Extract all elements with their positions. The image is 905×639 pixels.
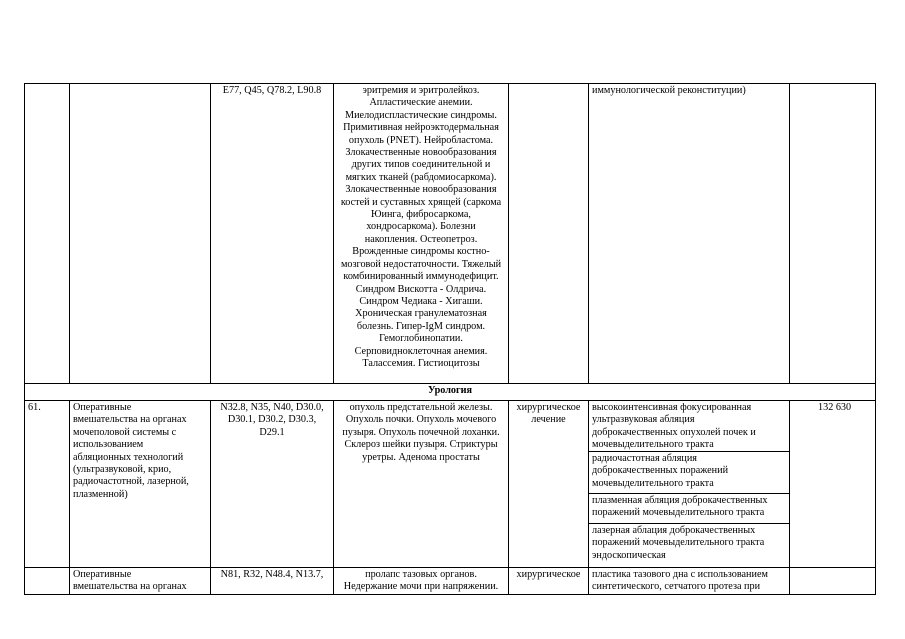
cost-norm-cell xyxy=(790,84,876,384)
table-row xyxy=(25,84,876,384)
cost-norm-cell: 132 630 xyxy=(790,401,876,568)
icd-codes-cell: N32.8, N35, N40, D30.0, D30.1, D30.2, D30.3, D29.1 xyxy=(211,401,334,568)
section-title: Урология xyxy=(25,384,876,401)
treatment-methods-cell xyxy=(589,401,790,568)
row-number-cell xyxy=(25,568,70,595)
table-row xyxy=(25,401,876,568)
intervention-name-cell: Оперативные вмешательства на органах мочеполовой системы с использованием абляционных технологий (ультразвуковой, крио, радиочастотной, лазерной, плазменной) xyxy=(70,401,211,568)
intervention-name-cell: Оперативные вмешательства на органах xyxy=(70,568,211,595)
table-row xyxy=(25,568,876,595)
treatment-method-item: лазерная аблация доброкачественных поражений мочевыделительного тракта эндоскопическая xyxy=(592,525,765,561)
icd-codes-cell: E77, Q45, Q78.2, L90.8 xyxy=(211,84,334,384)
section-row xyxy=(25,384,876,401)
cost-norm-cell xyxy=(790,568,876,595)
treatment-type-cell: хирургическое xyxy=(509,568,589,595)
row-number-cell: 61. xyxy=(25,401,70,568)
treatment-method-item: высокоинтенсивная фокусированная ультразвуковая абляция доброкачественных опухолей почек и мочевыделительного тракта xyxy=(589,401,789,452)
icd-codes-cell: N81, R32, N48.4, N13.7, xyxy=(211,568,334,595)
treatment-method-cell: иммунологической реконституции) xyxy=(589,84,790,384)
treatment-type-cell xyxy=(509,84,589,384)
row-number-cell xyxy=(25,84,70,384)
intervention-name-cell xyxy=(70,84,211,384)
treatment-type-cell: хирургическое лечение xyxy=(509,401,589,568)
treatment-method-cell: пластика тазового дна с использованием синтетического, сетчатого протеза при xyxy=(589,568,790,595)
patient-model-cell: опухоль предстательной железы. Опухоль почки. Опухоль мочевого пузыря. Опухоль почечной лоханки. Склероз шейки пузыря. Стриктуры уретры. Аденома простаты xyxy=(334,401,509,568)
patient-model-cell: эритремия и эритролейкоз. Апластические анемии. Миелодиспластические синдромы. Примитивная нейроэктодермальная опухоль (PNET). Нейробластома. Злокачественные новообразования других типов соединительной и мягких тканей (рабдомиосаркома). Злокачественные новообразования костей и суставных хрящей (саркома Юинга, фибросаркома, хондросаркома). Болезни накопления. Остеопетроз. Врожденные синдромы костно- мозговой недостаточности. Тяжелый комбинированный иммунодефицит. Синдром Вискотта - Олдрича. Синдром Чедиака - Хигаши. Хроническая гранулематозная болезнь. Гипер-IgM синдром. Гемоглобинопатии. Серповидноклеточная анемия. Талассемия. Гистиоцитозы xyxy=(334,84,509,384)
patient-model-cell: пролапс тазовых органов. Недержание мочи при напряжении. xyxy=(334,568,509,595)
treatment-method-item: плазменная абляция доброкачественных поражений мочевыделительного тракта xyxy=(589,494,789,524)
treatment-method-item: радиочастотная абляция доброкачественных поражений мочевыделительного тракта xyxy=(589,452,789,494)
medical-care-table xyxy=(24,83,876,595)
